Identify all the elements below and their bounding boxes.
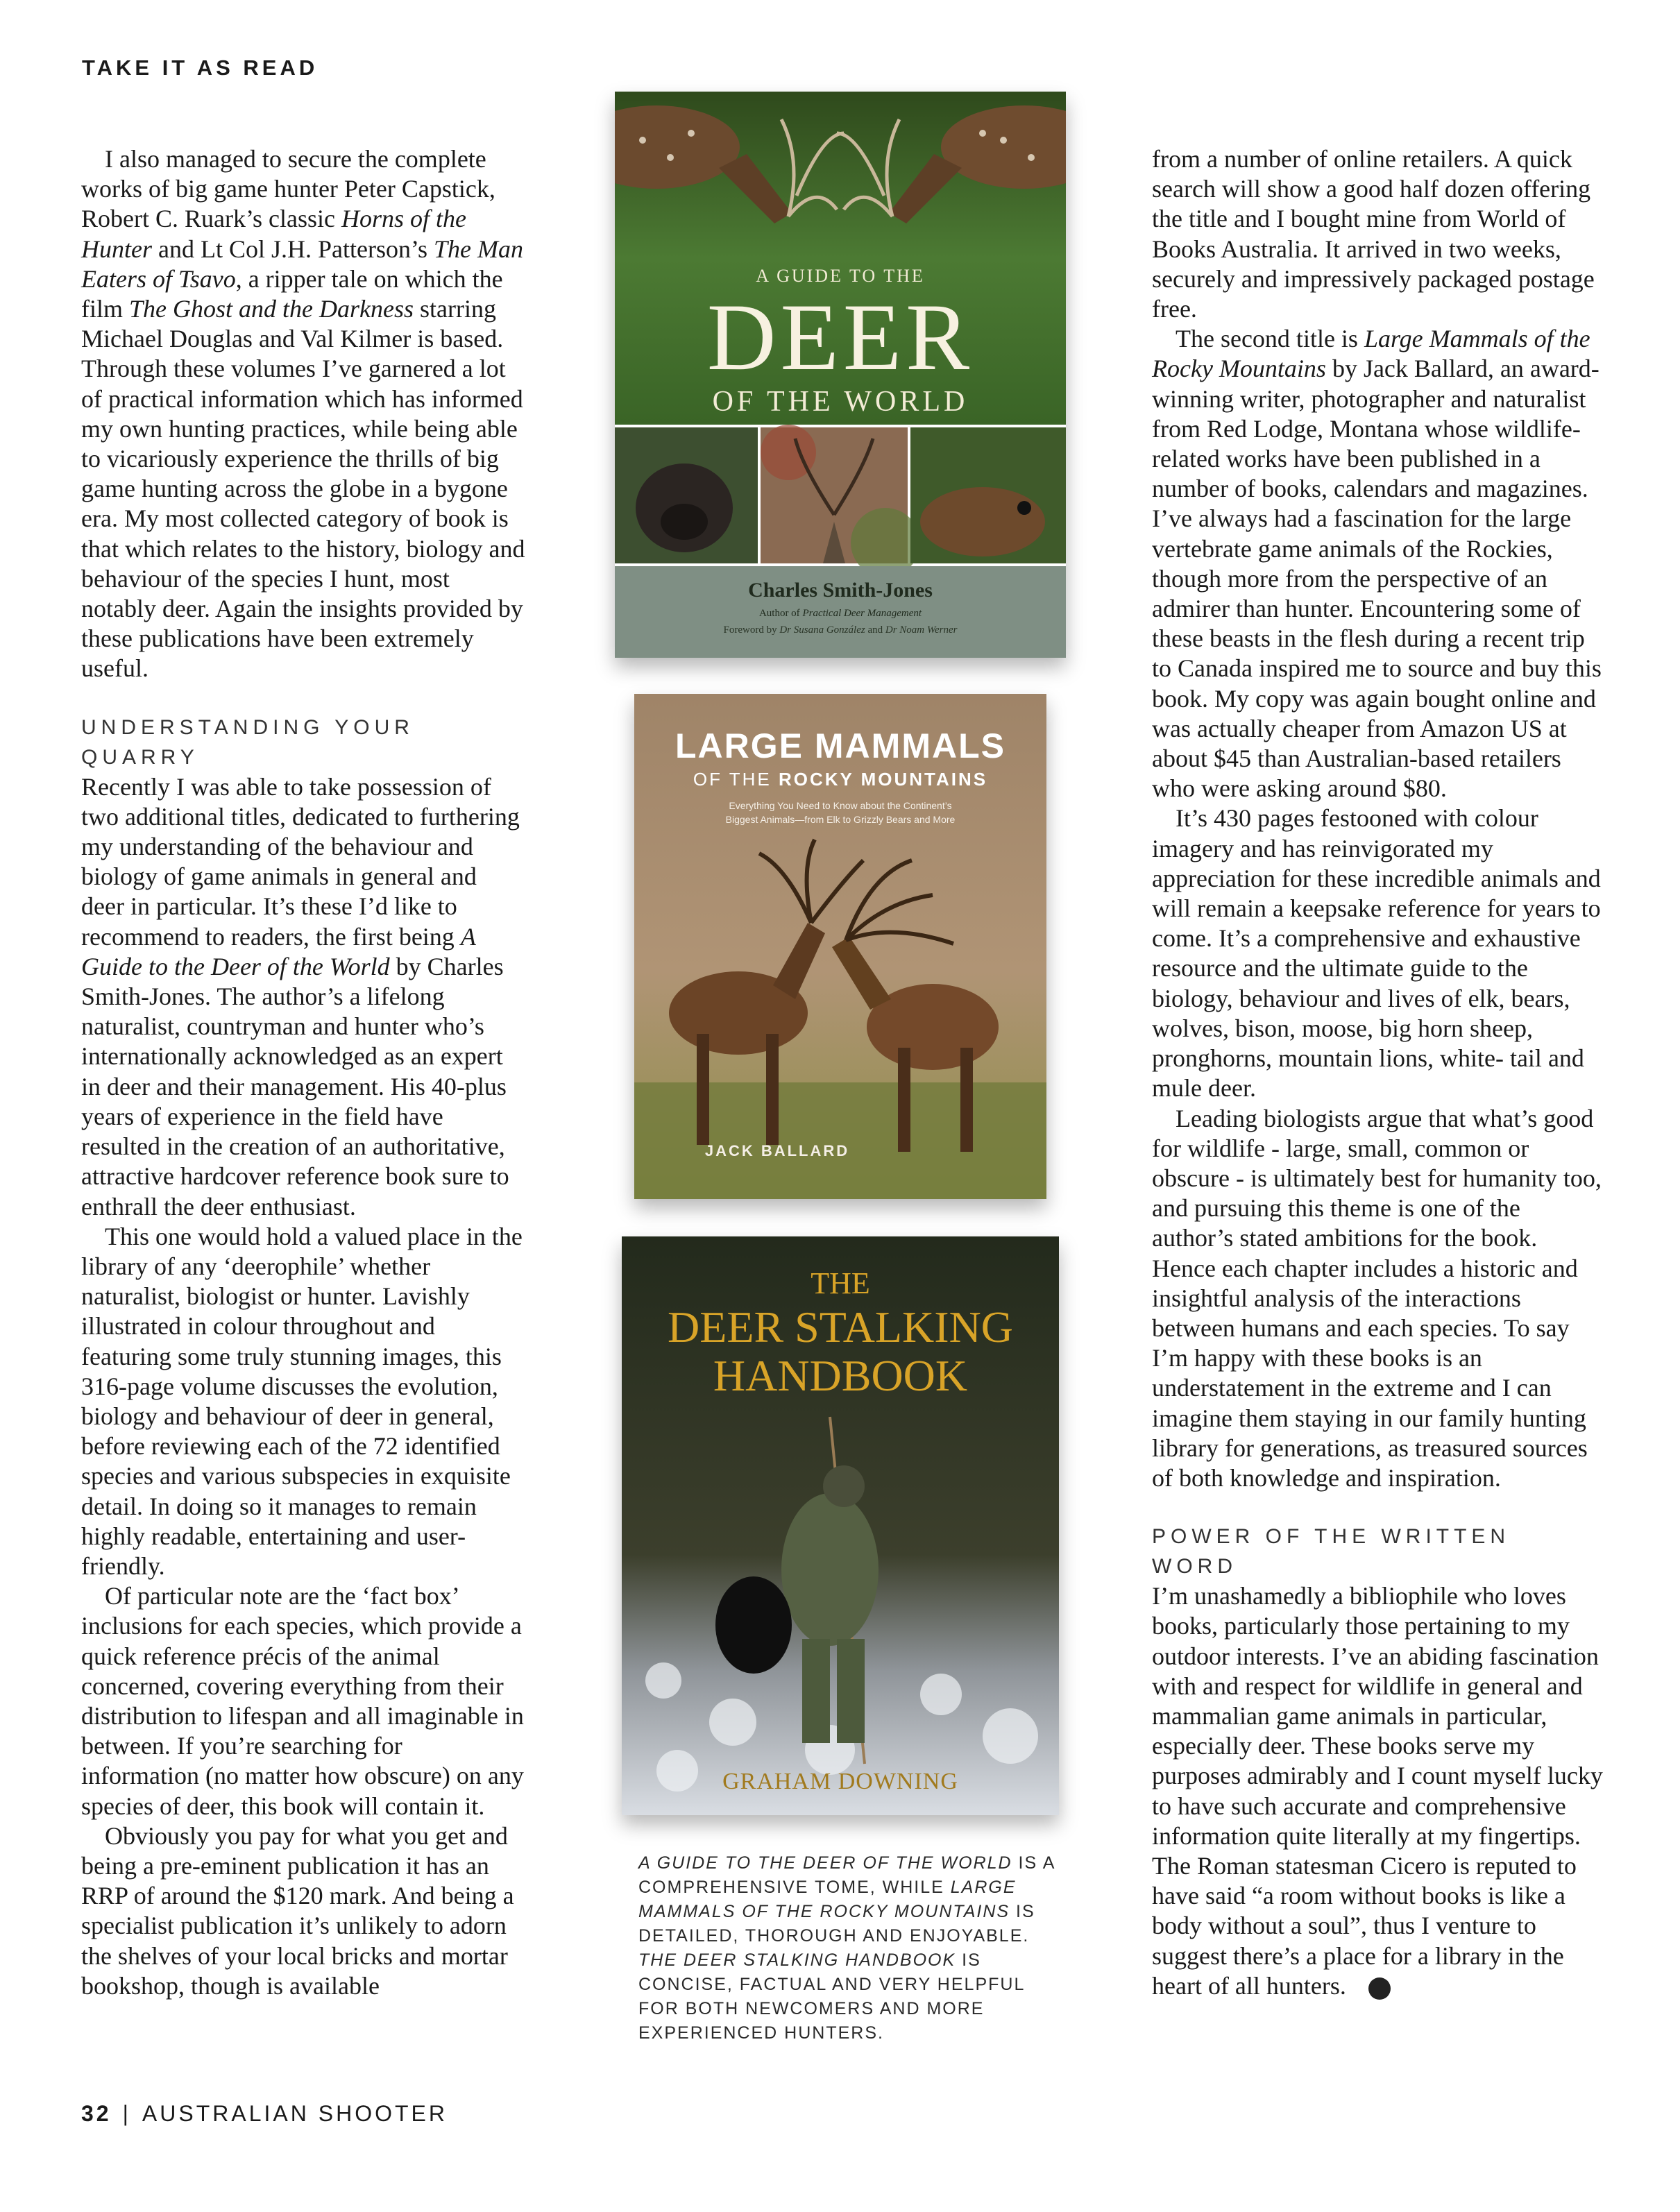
- paragraph: The second title is Large Mammals of the Rocky Mountains by Jack Ballard, an award-winning writer, photographer and naturalist from Red Lodge, Montana whose wildlife-related works have been published in a number of books, calendars and magazines. I’ve always had a fascination for the large vertebrate game animals of the Rockies, though more from the perspective of an admirer than hunter. Encountering some of these beasts in the flesh during a recent trip to Canada inspired me to source and buy this book. My copy was again bought online and was actually cheaper from Amazon US at about $45 than Australian-based retailers who were asking around $80.: [1152, 325, 1602, 803]
- page-footer: [81, 2101, 448, 2127]
- paragraph: from a number of online retailers. A quick search will show a good half dozen offering the title and I bought mine from World of Books Australia. It arrived in two weeks, securely and impressively packaged postage free.: [1152, 145, 1595, 323]
- cover-author-note: Author of Practical Deer Management: [758, 608, 922, 619]
- paragraph: I’m unashamedly a bibliophile who loves books, particularly those pertaining to my outdoor interests. I’ve an abiding fascination with and respect for wildlife in general and mammalian game animals in particular, especially deer. These books serve my purposes admirably and I count myself lucky to have such accurate and comprehensive information quite literally at my fingertips. The Roman statesman Cicero is reputed to have said “a room without books is like a body without a soul”, thus I venture to suggest there’s a place for a library in the heart of all hunters.: [1152, 1582, 1603, 2000]
- cover-title-big: DEER: [706, 284, 974, 390]
- cover-title-big: LARGE MAMMALS: [675, 726, 1006, 765]
- cover-title-the: THE: [811, 1266, 870, 1300]
- book-cover-deer-of-the-world: [615, 92, 1066, 658]
- paragraph: Leading biologists argue that what’s good for wildlife - large, small, common or obscure - is ultimately best for humanity too, and pursuing this theme is one of the author’s stated ambitions for the book. Hence each chapter includes a historic and insightful analysis of the interactions between humans and each species. To say I’m happy with these books is an understatement in the extreme and I can imagine them staying in our family hunting library for generations, as treasured sources of both knowledge and inspiration.: [1152, 1104, 1602, 1492]
- paragraph: Recently I was able to take possession of two additional titles, dedicated to furthering my understanding of the behaviour and biology of game animals in general and deer in particular. It’s these I’d like to recommend to readers, the first being A Guide to the Deer of the World by Charles Smith-Jones. The author’s a lifelong naturalist, countryman and hunter who’s internationally acknowledged as an expert in deer and their management. His 40-plus years of experience in the field have resulted in the creation of an authoritative, attractive hardcover reference book sure to enthrall the deer enthusiast.: [81, 772, 520, 1220]
- cover-title-line2: HANDBOOK: [713, 1351, 968, 1400]
- cover-author: Charles Smith-Jones: [748, 579, 933, 602]
- cover-title-sub: OF THE ROCKY MOUNTAINS: [693, 769, 988, 790]
- paragraph: Obviously you pay for what you get and being a pre-eminent publication it has an RRP of around the $120 mark. And being a specialist publication it’s unlikely to adorn the shelves of your local bricks and mortar bookshop, though is available: [81, 1821, 514, 2000]
- footer-separator: |: [122, 2101, 131, 2126]
- photo-strip: [615, 425, 1066, 577]
- cover-title-line1: DEER STALKING: [668, 1302, 1013, 1352]
- cover-foreword: Foreword by Dr Susana González and Dr Noam Werner: [723, 624, 958, 636]
- image-caption: A GUIDE TO THE DEER OF THE WORLD IS A COMPREHENSIVE TOME, WHILE LARGE MAMMALS OF THE ROCKY MOUNTAINS IS DETAILED, THOROUGH AND ENJOYABLE. THE DEER STALKING HANDBOOK IS CONCISE, FACTUAL AND VERY HELPFUL FOR BOTH NEWCOMERS AND MORE EXPERIENCED HUNTERS.: [638, 1853, 1055, 2043]
- paragraph: This one would hold a valued place in the library of any ‘deerophile’ whether naturalist, biologist or hunter. Lavishly illustrated in colour throughout and featuring some truly stunning images, this 316-page volume discusses the evolution, biology and behaviour of deer in general, before reviewing each of the 72 identified species and various subspecies in exquisite detail. In doing so it manages to remain highly readable, entertaining and user-friendly.: [81, 1222, 523, 1580]
- cover-author: GRAHAM DOWNING: [722, 1769, 958, 1794]
- book-cover-large-mammals: [634, 694, 1046, 1199]
- cover-tagline-2: Biggest Animals—from Elk to Grizzly Bears and More: [725, 814, 956, 825]
- book-cover-deer-stalking-handbook: [622, 1236, 1059, 1815]
- cover-title-small: A GUIDE TO THE: [756, 266, 925, 286]
- section-tag: TAKE IT AS READ: [82, 56, 319, 80]
- paragraph: I also managed to secure the complete works of big game hunter Peter Capstick, Robert C. Ruark’s classic Horns of the Hunter and Lt Col J.H. Patterson’s The Man Eaters of Tsavo, a ripper tale on which the film The Ghost and the Darkness starring Michael Douglas and Val Kilmer is based. Through these volumes I’ve garnered a lot of practical information which has informed my own hunting practices, while being able to vicariously experience the thrills of big game hunting across the globe in a bygone era. My most collected category of book is that which relates to the history, biology and behaviour of the species I hunt, most notably deer. Again the insights provided by these publications have been extremely useful.: [81, 145, 525, 683]
- page-number: 32: [81, 2101, 112, 2126]
- cover-author: JACK BALLARD: [704, 1142, 850, 1159]
- subheading-power: POWER OF THE WRITTEN WORD: [1152, 1525, 1511, 1579]
- paragraph: It’s 430 pages festooned with colour imagery and has reinvigorated my appreciation for these incredible animals and will remain a keepsake reference for years to come. It’s a comprehensive and exhaustive resource and the ultimate guide to the biology, behaviour and lives of elk, bears, wolves, bison, moose, big horn sheep, pronghorns, mountain lions, white- tail and mule deer.: [1152, 804, 1601, 1103]
- subheading-understanding: UNDERSTANDING YOUR QUARRY: [81, 715, 414, 769]
- cover-tagline-1: Everything You Need to Know about the Continent’s: [729, 800, 952, 811]
- cover-title-sub: OF THE WORLD: [712, 386, 969, 418]
- magazine-name: AUSTRALIAN SHOOTER: [142, 2101, 448, 2126]
- paragraph: Of particular note are the ‘fact box’ inclusions for each species, which provide a quick reference précis of the animal concerned, covering everything from their distribution to lifespan and all imaginable in between. If you’re searching for information (no matter how obscure) on any species of deer, this book will contain it.: [81, 1582, 524, 1820]
- right-column: [1152, 144, 1604, 2001]
- end-mark-icon: [1368, 1977, 1391, 2000]
- left-column: [81, 144, 525, 2001]
